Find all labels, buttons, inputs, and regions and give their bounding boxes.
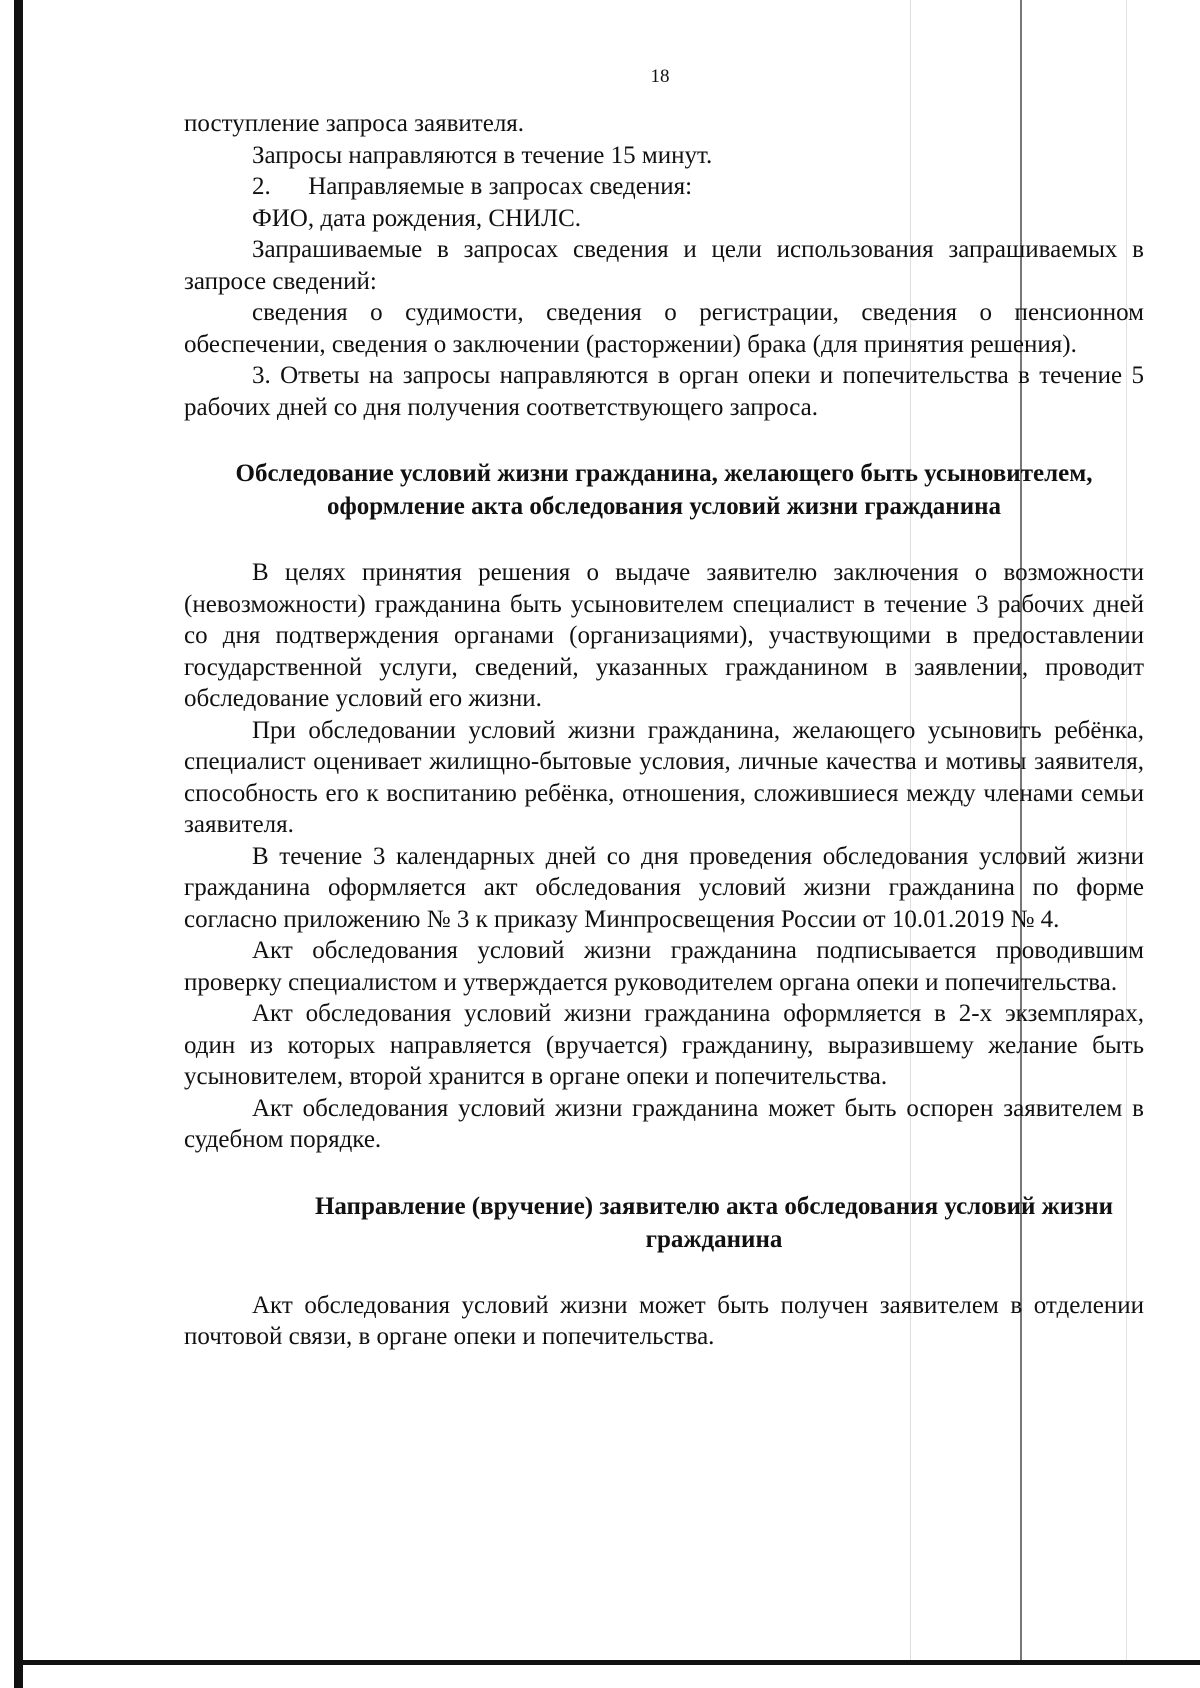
paragraph: Запросы направляются в течение 15 минут. bbox=[252, 141, 713, 169]
paragraph: Акт обследования условий жизни может быть получен заявителем в отделении почтовой связи, в органе опеки и попечительства. bbox=[184, 1291, 1144, 1350]
paragraph: Акт обследования условий жизни гражданина может быть оспорен заявителем в судебном порядке. bbox=[184, 1094, 1144, 1153]
paragraph: сведения о судимости, сведения о регистрации, сведения о пенсионном обеспечении, сведения о заключении (расторжении) брака (для принятия решения). bbox=[184, 299, 1144, 358]
scan-edge-left bbox=[14, 0, 23, 1688]
paragraph: Акт обследования условий жизни гражданина оформляется в 2-х экземплярах, один из которых направляется (вручается) гражданину, выразившему желание быть усыновителем, второй хранится в органе опеки и попечительства. bbox=[184, 1000, 1144, 1090]
document-body bbox=[184, 108, 1144, 1353]
paragraph: В течение 3 календарных дней со дня проведения обследования условий жизни гражданина оформляется акт обследования условий жизни гражданина по форме согласно приложению № 3 к приказу Минпросвещения России от 10.01.2019 № 4. bbox=[184, 842, 1144, 933]
paragraph: поступление запроса заявителя. bbox=[184, 110, 525, 137]
scan-edge-bottom bbox=[14, 1660, 1200, 1665]
section-heading: Обследование условий жизни гражданина, желающего быть усыновителем, оформление акта обследования условий жизни гражданина bbox=[235, 460, 1093, 520]
paragraph: Запрашиваемые в запросах сведения и цели использования запрашиваемых в запросе сведений: bbox=[184, 236, 1144, 295]
paragraph: При обследовании условий жизни гражданина, желающего усыновить ребёнка, специалист оценивает жилищно-бытовые условия, личные качества и мотивы заявителя, способность его к воспитанию ребёнка, отношения, сложившиеся между членами семьи заявителя. bbox=[184, 716, 1144, 838]
page-number: 18 bbox=[650, 66, 670, 87]
section-heading: Направление (вручение) заявителю акта обследования условий жизни гражданина bbox=[314, 1192, 1114, 1253]
paragraph: 3. Ответы на запросы направляются в орган опеки и попечительства в течение 5 рабочих дней со дня получения соответствующего запроса. bbox=[184, 362, 1144, 421]
paragraph: ФИО, дата рождения, СНИЛС. bbox=[252, 204, 581, 232]
paragraph: Акт обследования условий жизни гражданина подписывается проводившим проверку специалистом и утверждается руководителем органа опеки и попечительства. bbox=[184, 937, 1144, 996]
paragraph: В целях принятия решения о выдаче заявителю заключения о возможности (невозможности) гражданина быть усыновителем специалист в течение 3 рабочих дней со дня подтверждения органами (организациями), участвующими в предоставлении государственной услуги, сведений, указанных гражданином в заявлении, проводит обследование условий его жизни. bbox=[184, 559, 1144, 712]
paragraph: 2. Направляемые в запросах сведения: bbox=[252, 173, 693, 200]
